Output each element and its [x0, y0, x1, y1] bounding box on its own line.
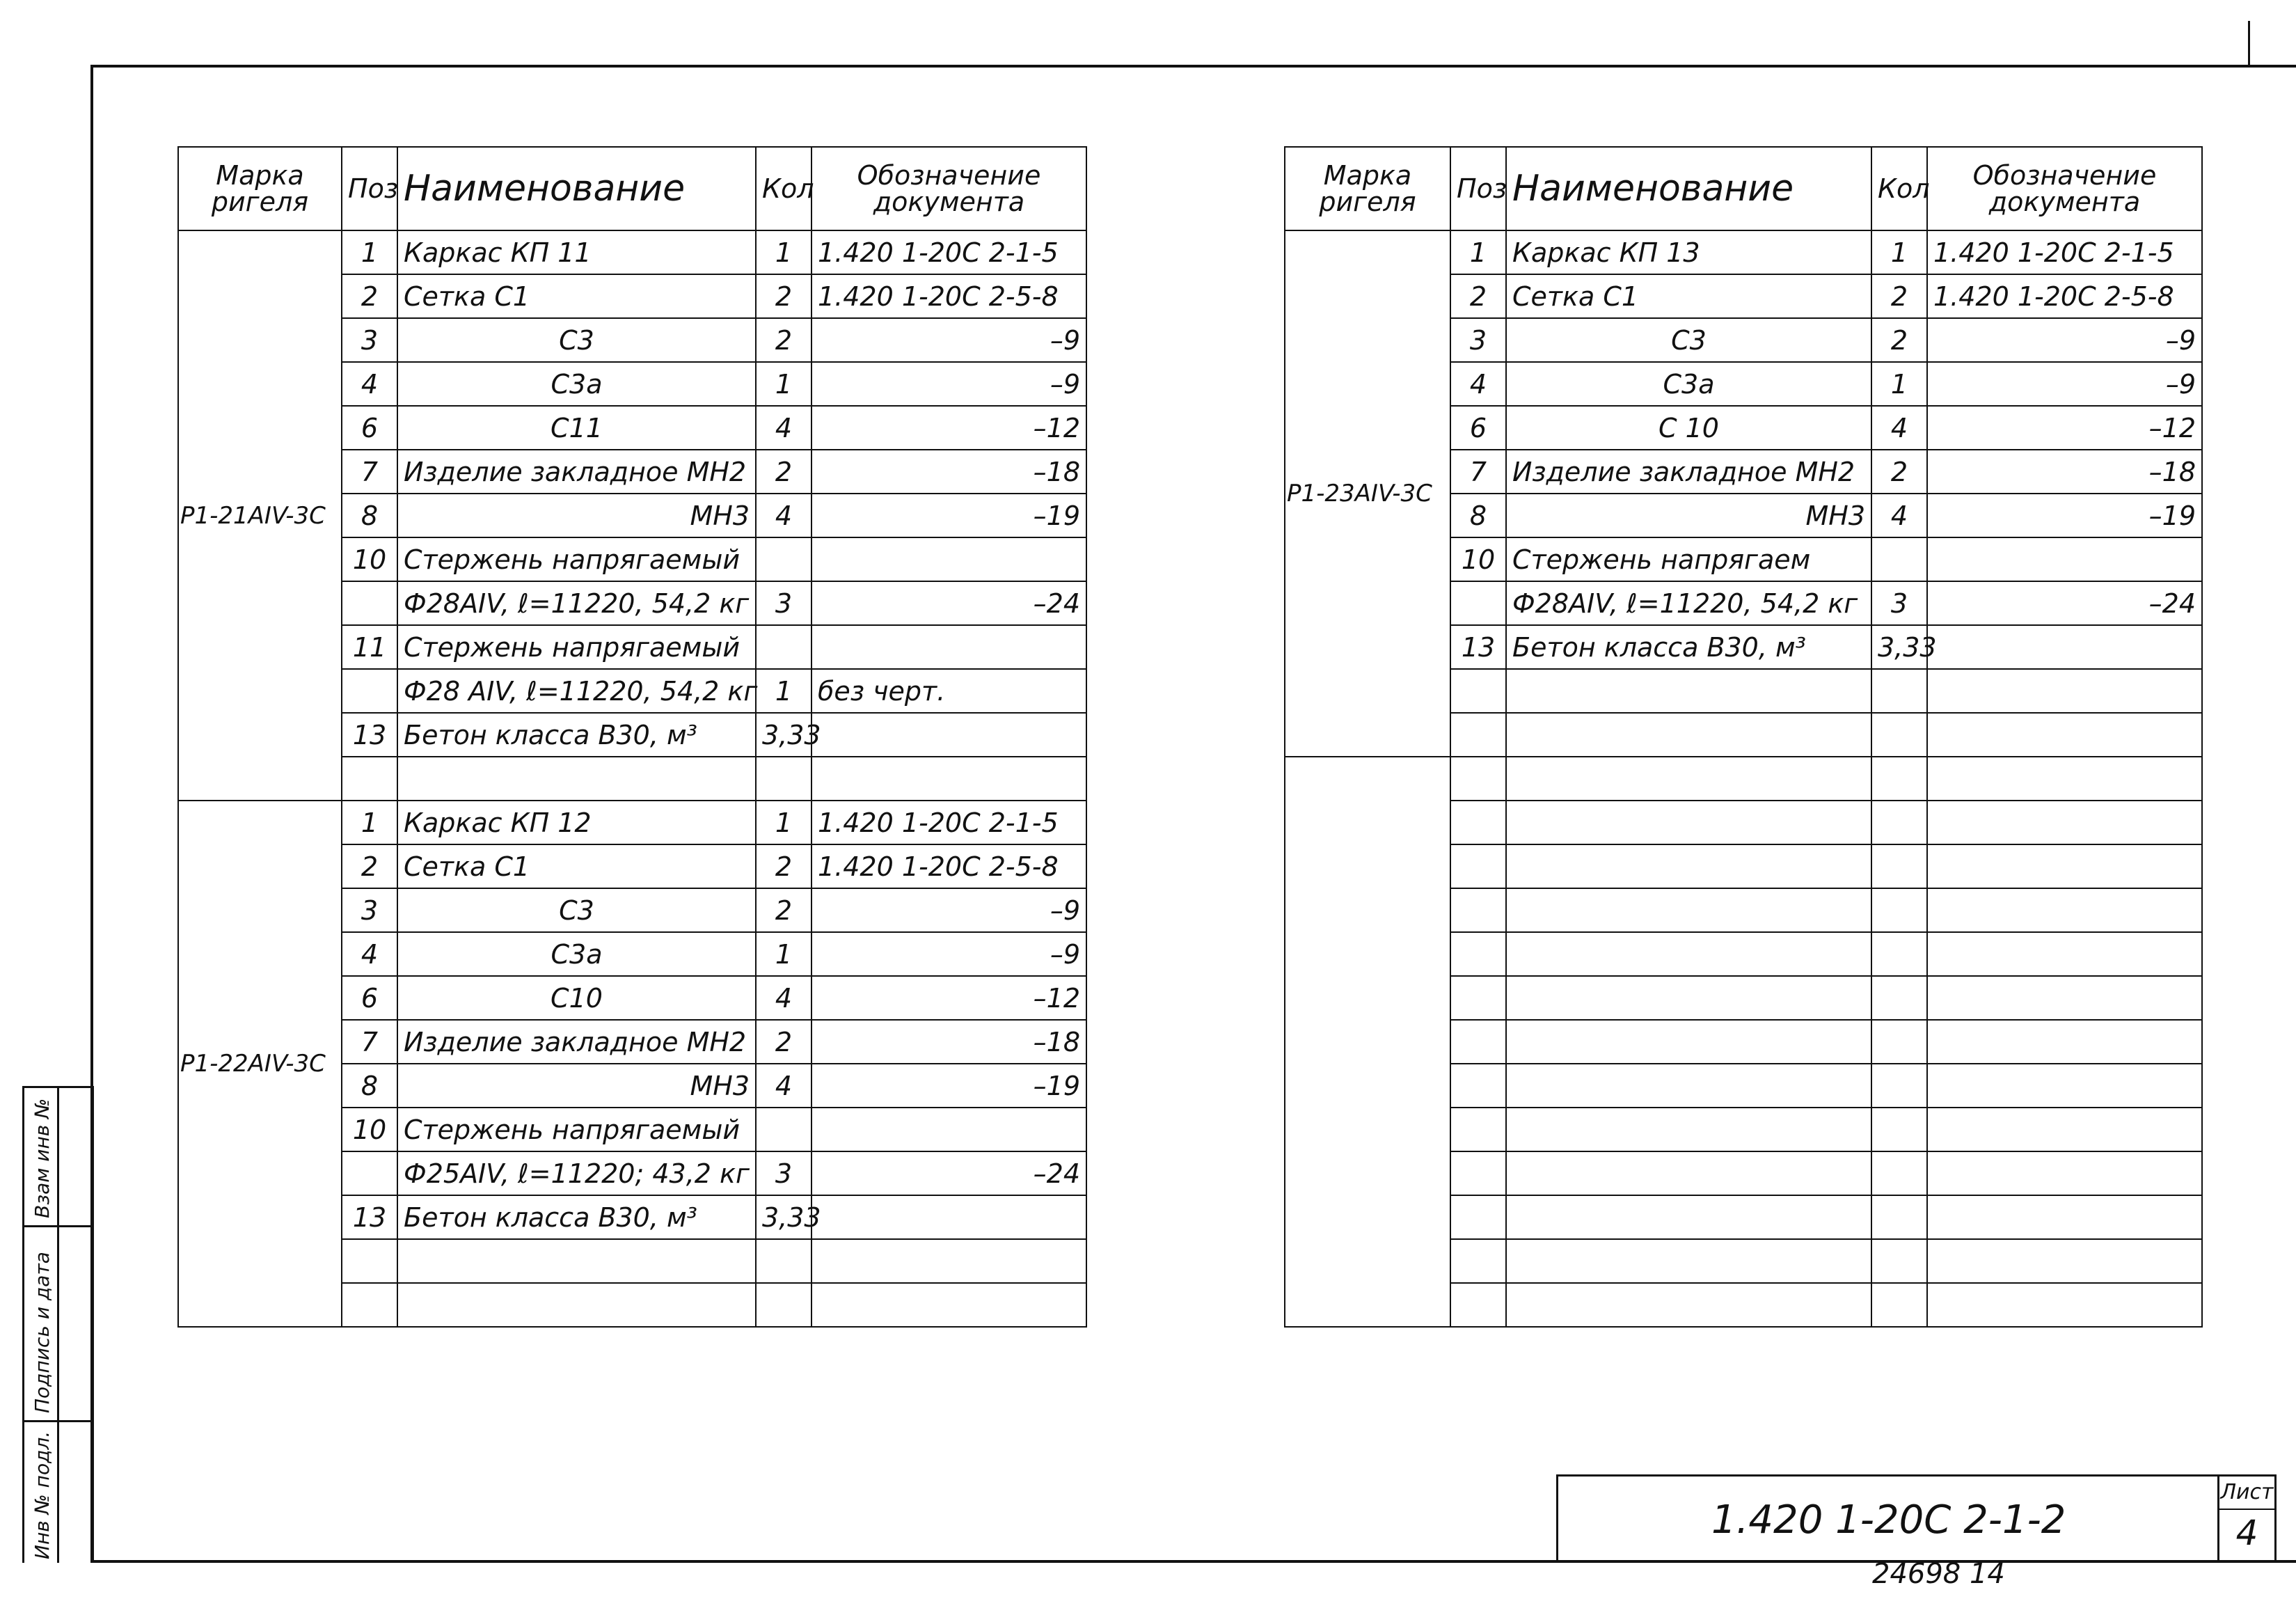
doc-cell: –9: [811, 318, 1086, 362]
pos-cell: [1450, 1064, 1506, 1108]
qty-cell: 3,33: [1871, 625, 1927, 669]
doc-cell: [1927, 1108, 2202, 1151]
table-row: [1285, 230, 2202, 274]
name-cell: [1506, 1283, 1871, 1327]
pos-cell: [1450, 932, 1506, 976]
doc-cell: [1927, 801, 2202, 844]
doc-cell: –24: [811, 581, 1086, 625]
doc-cell: –9: [811, 888, 1086, 932]
pos-cell: 7: [342, 1020, 397, 1064]
header-name: Наименование: [1506, 147, 1871, 230]
sheet-label: Лист: [2219, 1477, 2274, 1510]
qty-cell: 2: [756, 1020, 811, 1064]
qty-cell: [1871, 1064, 1927, 1108]
qty-cell: [1871, 1239, 1927, 1283]
pos-cell: [1450, 1151, 1506, 1195]
pos-cell: 6: [1450, 406, 1506, 450]
pos-cell: 13: [342, 1195, 397, 1239]
name-cell: С11: [397, 406, 756, 450]
doc-cell: –18: [811, 450, 1086, 494]
sign-date-label: Подпись и дата: [31, 1252, 54, 1413]
qty-cell: [1871, 757, 1927, 801]
doc-cell: 1.420 1-20С 2-5-8: [811, 844, 1086, 888]
doc-cell: [1927, 932, 2202, 976]
doc-cell: [811, 1195, 1086, 1239]
name-cell: [1506, 801, 1871, 844]
doc-cell: –18: [1927, 450, 2202, 494]
doc-cell: [811, 1108, 1086, 1151]
pos-cell: [342, 1283, 397, 1327]
doc-cell: –24: [1927, 581, 2202, 625]
mark-cell: [1285, 757, 1450, 1327]
qty-cell: 2: [1871, 450, 1927, 494]
pos-cell: [1450, 888, 1506, 932]
doc-cell: –9: [1927, 362, 2202, 406]
header-mark: Марка ригеля: [1285, 147, 1450, 230]
doc-cell: [811, 1239, 1086, 1283]
qty-cell: 4: [1871, 406, 1927, 450]
document-code: 1.420 1-20С 2-1-2: [1711, 1497, 2066, 1543]
pos-cell: 4: [342, 932, 397, 976]
doc-cell: –24: [811, 1151, 1086, 1195]
name-cell: [1506, 1239, 1871, 1283]
qty-cell: 1: [1871, 362, 1927, 406]
name-cell: [1506, 1195, 1871, 1239]
header-qty: Кол: [756, 147, 811, 230]
name-cell: [1506, 1020, 1871, 1064]
name-cell: Изделие закладное МН2: [397, 450, 756, 494]
qty-cell: [1871, 888, 1927, 932]
pos-cell: [1450, 713, 1506, 757]
table-row: [178, 230, 1086, 274]
doc-cell: –12: [1927, 406, 2202, 450]
corner-tick: [2248, 21, 2250, 67]
name-cell: [1506, 713, 1871, 757]
pos-cell: 1: [1450, 230, 1506, 274]
inv-orig-label: Инв № подл.: [31, 1431, 54, 1559]
header-pos: Поз: [342, 147, 397, 230]
header-name: Наименование: [397, 147, 756, 230]
name-cell: [1506, 669, 1871, 713]
doc-cell: [1927, 844, 2202, 888]
pos-cell: 13: [342, 713, 397, 757]
qty-cell: [1871, 1108, 1927, 1151]
pos-cell: 13: [1450, 625, 1506, 669]
mark-cell: Р1-22АIV-3С: [178, 801, 342, 1327]
qty-cell: 1: [756, 669, 811, 713]
doc-cell: [1927, 1195, 2202, 1239]
side-stamp: [22, 1086, 94, 1563]
name-cell: Стержень напрягаемый: [397, 537, 756, 581]
doc-cell: –9: [811, 932, 1086, 976]
qty-cell: 3: [756, 1151, 811, 1195]
name-cell: С3: [397, 318, 756, 362]
doc-cell: –19: [811, 494, 1086, 537]
name-cell: [1506, 844, 1871, 888]
qty-cell: [1871, 1151, 1927, 1195]
name-cell: Каркас КП 12: [397, 801, 756, 844]
pos-cell: 3: [342, 318, 397, 362]
qty-cell: [1871, 669, 1927, 713]
pos-cell: [1450, 1283, 1506, 1327]
name-cell: Ф28 АIV, ℓ=11220, 54,2 кг: [397, 669, 756, 713]
pos-cell: [342, 757, 397, 801]
pos-cell: 3: [1450, 318, 1506, 362]
name-cell: Ф28АIV, ℓ=11220, 54,2 кг: [1506, 581, 1871, 625]
mark-cell: Р1-23АIV-3С: [1285, 230, 1450, 757]
archive-number: 24698 14: [1872, 1558, 2005, 1590]
qty-cell: 4: [756, 494, 811, 537]
pos-cell: 7: [342, 450, 397, 494]
specification-table-left: [177, 146, 1087, 1328]
pos-cell: 4: [342, 362, 397, 406]
mark-cell: Р1-21АIV-3С: [178, 230, 342, 801]
qty-cell: [1871, 1195, 1927, 1239]
qty-cell: [1871, 844, 1927, 888]
title-block: [1556, 1474, 2217, 1563]
pos-cell: 2: [342, 844, 397, 888]
qty-cell: 4: [756, 406, 811, 450]
doc-cell: –18: [811, 1020, 1086, 1064]
doc-cell: 1.420 1-20С 2-1-5: [811, 230, 1086, 274]
doc-cell: [1927, 625, 2202, 669]
pos-cell: 3: [342, 888, 397, 932]
doc-cell: [1927, 669, 2202, 713]
name-cell: МН3: [397, 1064, 756, 1108]
pos-cell: 6: [342, 406, 397, 450]
name-cell: [397, 1239, 756, 1283]
name-cell: С3: [397, 888, 756, 932]
qty-cell: 4: [756, 976, 811, 1020]
pos-cell: 7: [1450, 450, 1506, 494]
doc-cell: –12: [811, 406, 1086, 450]
name-cell: С3а: [397, 362, 756, 406]
qty-cell: [1871, 1283, 1927, 1327]
doc-cell: [811, 625, 1086, 669]
pos-cell: 2: [342, 274, 397, 318]
pos-cell: [1450, 1020, 1506, 1064]
doc-cell: [1927, 976, 2202, 1020]
table-row: [1285, 757, 2202, 801]
doc-cell: 1.420 1-20С 2-1-5: [811, 801, 1086, 844]
pos-cell: [1450, 976, 1506, 1020]
specification-table-right: [1284, 146, 2203, 1328]
doc-cell: [1927, 1151, 2202, 1195]
pos-cell: 10: [1450, 537, 1506, 581]
name-cell: [1506, 1108, 1871, 1151]
pos-cell: 2: [1450, 274, 1506, 318]
name-cell: Стержень напрягаем: [1506, 537, 1871, 581]
pos-cell: [1450, 1195, 1506, 1239]
qty-cell: [1871, 801, 1927, 844]
qty-cell: 3,33: [756, 1195, 811, 1239]
pos-cell: 8: [1450, 494, 1506, 537]
pos-cell: [1450, 1108, 1506, 1151]
doc-cell: [1927, 888, 2202, 932]
qty-cell: 4: [756, 1064, 811, 1108]
doc-cell: [1927, 1020, 2202, 1064]
doc-cell: –12: [811, 976, 1086, 1020]
pos-cell: [342, 1151, 397, 1195]
name-cell: [397, 1283, 756, 1327]
doc-cell: [811, 1283, 1086, 1327]
name-cell: Бетон класса В30, м³: [397, 1195, 756, 1239]
name-cell: [1506, 757, 1871, 801]
name-cell: Каркас КП 11: [397, 230, 756, 274]
qty-cell: 3: [756, 581, 811, 625]
name-cell: Стержень напрягаемый: [397, 625, 756, 669]
header-pos: Поз: [1450, 147, 1506, 230]
name-cell: С3: [1506, 318, 1871, 362]
doc-cell: без черт.: [811, 669, 1086, 713]
qty-cell: [1871, 932, 1927, 976]
name-cell: [1506, 932, 1871, 976]
doc-cell: –9: [811, 362, 1086, 406]
name-cell: [1506, 888, 1871, 932]
name-cell: МН3: [397, 494, 756, 537]
name-cell: Сетка С1: [397, 274, 756, 318]
pos-cell: 10: [342, 1108, 397, 1151]
qty-cell: 3: [1871, 581, 1927, 625]
pos-cell: [1450, 581, 1506, 625]
header-doc: Обозначение документа: [811, 147, 1086, 230]
qty-cell: [756, 1108, 811, 1151]
qty-cell: 3,33: [756, 713, 811, 757]
pos-cell: 4: [1450, 362, 1506, 406]
header-qty: Кол: [1871, 147, 1927, 230]
name-cell: МН3: [1506, 494, 1871, 537]
name-cell: [1506, 976, 1871, 1020]
name-cell: [1506, 1064, 1871, 1108]
qty-cell: 2: [756, 450, 811, 494]
qty-cell: 2: [756, 274, 811, 318]
pos-cell: 1: [342, 801, 397, 844]
qty-cell: 2: [756, 844, 811, 888]
header-mark: Марка ригеля: [178, 147, 342, 230]
pos-cell: 1: [342, 230, 397, 274]
doc-cell: [811, 713, 1086, 757]
name-cell: Изделие закладное МН2: [397, 1020, 756, 1064]
qty-cell: [756, 1239, 811, 1283]
name-cell: [397, 757, 756, 801]
pos-cell: [1450, 844, 1506, 888]
qty-cell: [1871, 713, 1927, 757]
qty-cell: [1871, 1020, 1927, 1064]
inv-replace-label: Взам инв №: [31, 1098, 54, 1218]
doc-cell: [1927, 757, 2202, 801]
name-cell: Бетон класса В30, м³: [397, 713, 756, 757]
name-cell: С3а: [1506, 362, 1871, 406]
pos-cell: [1450, 801, 1506, 844]
pos-cell: [1450, 1239, 1506, 1283]
qty-cell: [756, 537, 811, 581]
name-cell: С 10: [1506, 406, 1871, 450]
pos-cell: [342, 669, 397, 713]
doc-cell: [1927, 1064, 2202, 1108]
qty-cell: 4: [1871, 494, 1927, 537]
qty-cell: 1: [756, 932, 811, 976]
doc-cell: 1.420 1-20С 2-5-8: [1927, 274, 2202, 318]
doc-cell: 1.420 1-20С 2-5-8: [811, 274, 1086, 318]
sheet-box: [2217, 1474, 2277, 1563]
qty-cell: [1871, 537, 1927, 581]
qty-cell: [756, 625, 811, 669]
qty-cell: 2: [756, 888, 811, 932]
name-cell: Сетка С1: [1506, 274, 1871, 318]
doc-cell: [1927, 1239, 2202, 1283]
doc-cell: –19: [811, 1064, 1086, 1108]
pos-cell: [1450, 669, 1506, 713]
qty-cell: 1: [756, 362, 811, 406]
pos-cell: 8: [342, 494, 397, 537]
pos-cell: 11: [342, 625, 397, 669]
doc-cell: –9: [1927, 318, 2202, 362]
qty-cell: [756, 757, 811, 801]
sheet-number: 4: [2235, 1513, 2258, 1553]
qty-cell: 2: [1871, 318, 1927, 362]
name-cell: Ф28АIV, ℓ=11220, 54,2 кг: [397, 581, 756, 625]
doc-cell: [1927, 537, 2202, 581]
qty-cell: 2: [1871, 274, 1927, 318]
name-cell: Каркас КП 13: [1506, 230, 1871, 274]
qty-cell: 1: [756, 801, 811, 844]
name-cell: С3а: [397, 932, 756, 976]
doc-cell: 1.420 1-20С 2-1-5: [1927, 230, 2202, 274]
pos-cell: 8: [342, 1064, 397, 1108]
pos-cell: [342, 1239, 397, 1283]
name-cell: С10: [397, 976, 756, 1020]
doc-cell: [811, 537, 1086, 581]
doc-cell: [1927, 1283, 2202, 1327]
pos-cell: 10: [342, 537, 397, 581]
doc-cell: [1927, 713, 2202, 757]
qty-cell: 1: [756, 230, 811, 274]
pos-cell: [1450, 757, 1506, 801]
name-cell: Бетон класса В30, м³: [1506, 625, 1871, 669]
name-cell: Сетка С1: [397, 844, 756, 888]
table-row: [178, 801, 1086, 844]
qty-cell: [1871, 976, 1927, 1020]
name-cell: Ф25АIV, ℓ=11220; 43,2 кг: [397, 1151, 756, 1195]
qty-cell: [756, 1283, 811, 1327]
qty-cell: 1: [1871, 230, 1927, 274]
name-cell: Стержень напрягаемый: [397, 1108, 756, 1151]
header-doc: Обозначение документа: [1927, 147, 2202, 230]
name-cell: [1506, 1151, 1871, 1195]
pos-cell: 6: [342, 976, 397, 1020]
doc-cell: [811, 757, 1086, 801]
name-cell: Изделие закладное МН2: [1506, 450, 1871, 494]
pos-cell: [342, 581, 397, 625]
doc-cell: –19: [1927, 494, 2202, 537]
qty-cell: 2: [756, 318, 811, 362]
